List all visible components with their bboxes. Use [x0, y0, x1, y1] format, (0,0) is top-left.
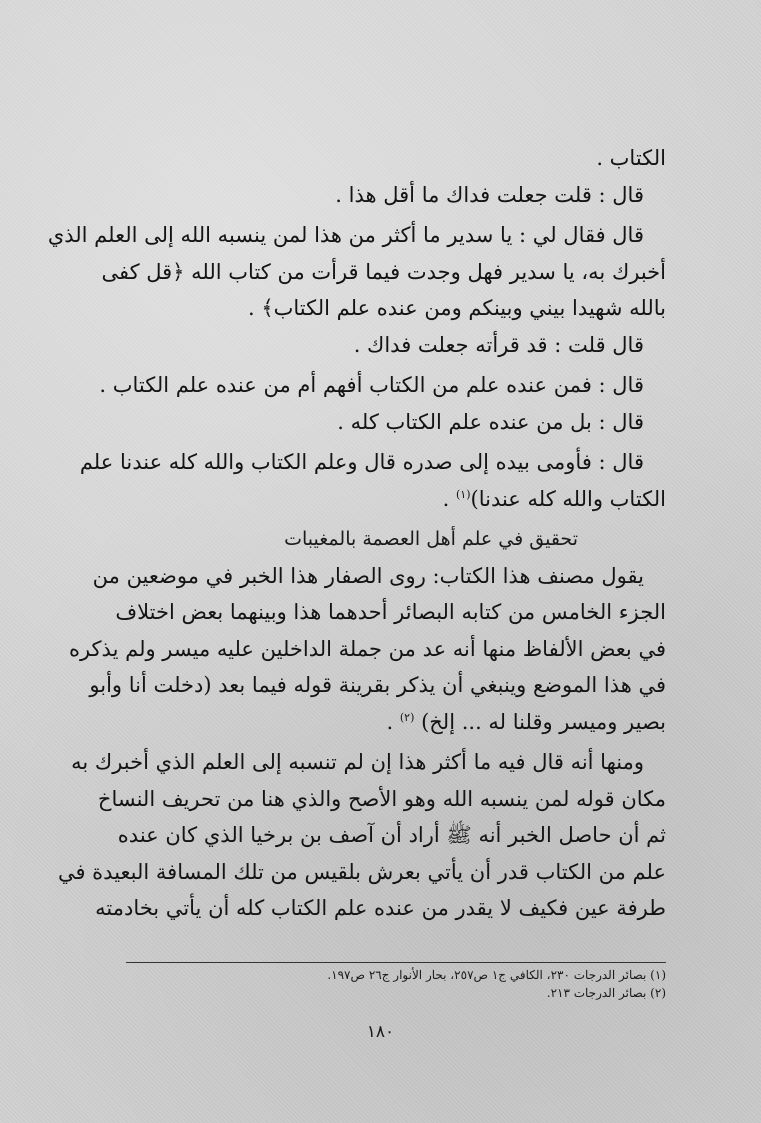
- text-line: الكتاب .: [596, 146, 666, 170]
- text-line: قال : قلت جعلت فداك ما أقل هذا .: [335, 182, 644, 207]
- text-line: في هذا الموضع وينبغي أن يذكر بقرينة قوله فيما بعد (دخلت أنا وأبو: [89, 673, 666, 697]
- text-line: الجزء الخامس من كتابه البصائر أحدهما هذا وبينهما بعض اختلاف: [115, 600, 666, 624]
- text-line: قال : فمن عنده علم من الكتاب أفهم أم من عنده علم الكتاب .: [99, 373, 644, 397]
- footnote-1: (١) بصائر الدرجات ٢٣٠، الكافي ج١ ص٢٥٧، بحار الأنوار ج٢٦ ص١٩٧.: [327, 968, 666, 982]
- text-line: قال : بل من عنده علم الكتاب كله .: [337, 409, 644, 434]
- text-line: ومنها أنه قال فيه ما أكثر هذا إن لم تنسبه إلى العلم الذي أخبرك به: [71, 750, 644, 774]
- text-line: ثم أن حاصل الخبر أنه ﷺ أراد أن آصف بن برخيا الذي كان عنده: [117, 823, 666, 847]
- text-line: طرفة عين فكيف لا يقدر من عنده علم الكتاب كله أن يأتي بخادمته: [95, 896, 666, 920]
- text-line-content: بصير وميسر وقلنا له ... إلخ): [421, 709, 666, 734]
- text-line: أخبرك به، يا سدير فهل وجدت فيما قرأت من كتاب الله ﴿قل كفى: [101, 259, 666, 284]
- text-line: قال قلت : قد قرأته جعلت فداك .: [353, 332, 644, 357]
- footnotes: [126, 966, 666, 1002]
- text-line: مكان قوله لمن ينسبه الله وهو الأصح والذي هنا من تحريف النساخ: [97, 786, 666, 811]
- footnote-ref-2: (٢): [399, 710, 415, 724]
- sentence-end: .: [442, 486, 450, 511]
- text-line: [126, 481, 666, 518]
- text-line: قال فقال لي : يا سدير ما أكثر من هذا لمن ينسبه الله إلى العلم الذي: [47, 223, 644, 247]
- sentence-end: .: [386, 709, 394, 734]
- page-body: [47, 140, 666, 927]
- section-heading: تحقيق في علم أهل العصمة بالمغيبات: [284, 528, 578, 550]
- footnote-ref-1: (١): [456, 487, 471, 501]
- text-line: يقول مصنف هذا الكتاب: روى الصفار هذا الخبر في موضعين من: [92, 563, 644, 588]
- footnote-2: (٢) بصائر الدرجات ٢١٣.: [546, 986, 666, 1000]
- text-line: قال : فأومى بيده إلى صدره قال وعلم الكتاب والله كله عندنا علم: [79, 450, 644, 474]
- text-line-content: الكتاب والله كله عندنا): [470, 486, 666, 511]
- text-line: [126, 704, 666, 741]
- page-number: ١٨٠: [366, 1022, 395, 1042]
- text-line: علم من الكتاب قدر أن يأتي بعرش بلقيس من تلك المسافة البعيدة في: [57, 859, 666, 884]
- footnote-separator: [126, 962, 666, 963]
- text-line: بالله شهيدا بيني وبينكم ومن عنده علم الكتاب﴾ .: [247, 296, 666, 320]
- text-line: في بعض الألفاظ منها أنه عد من جملة الداخلين عليه ميسر ولم يذكره: [68, 636, 666, 661]
